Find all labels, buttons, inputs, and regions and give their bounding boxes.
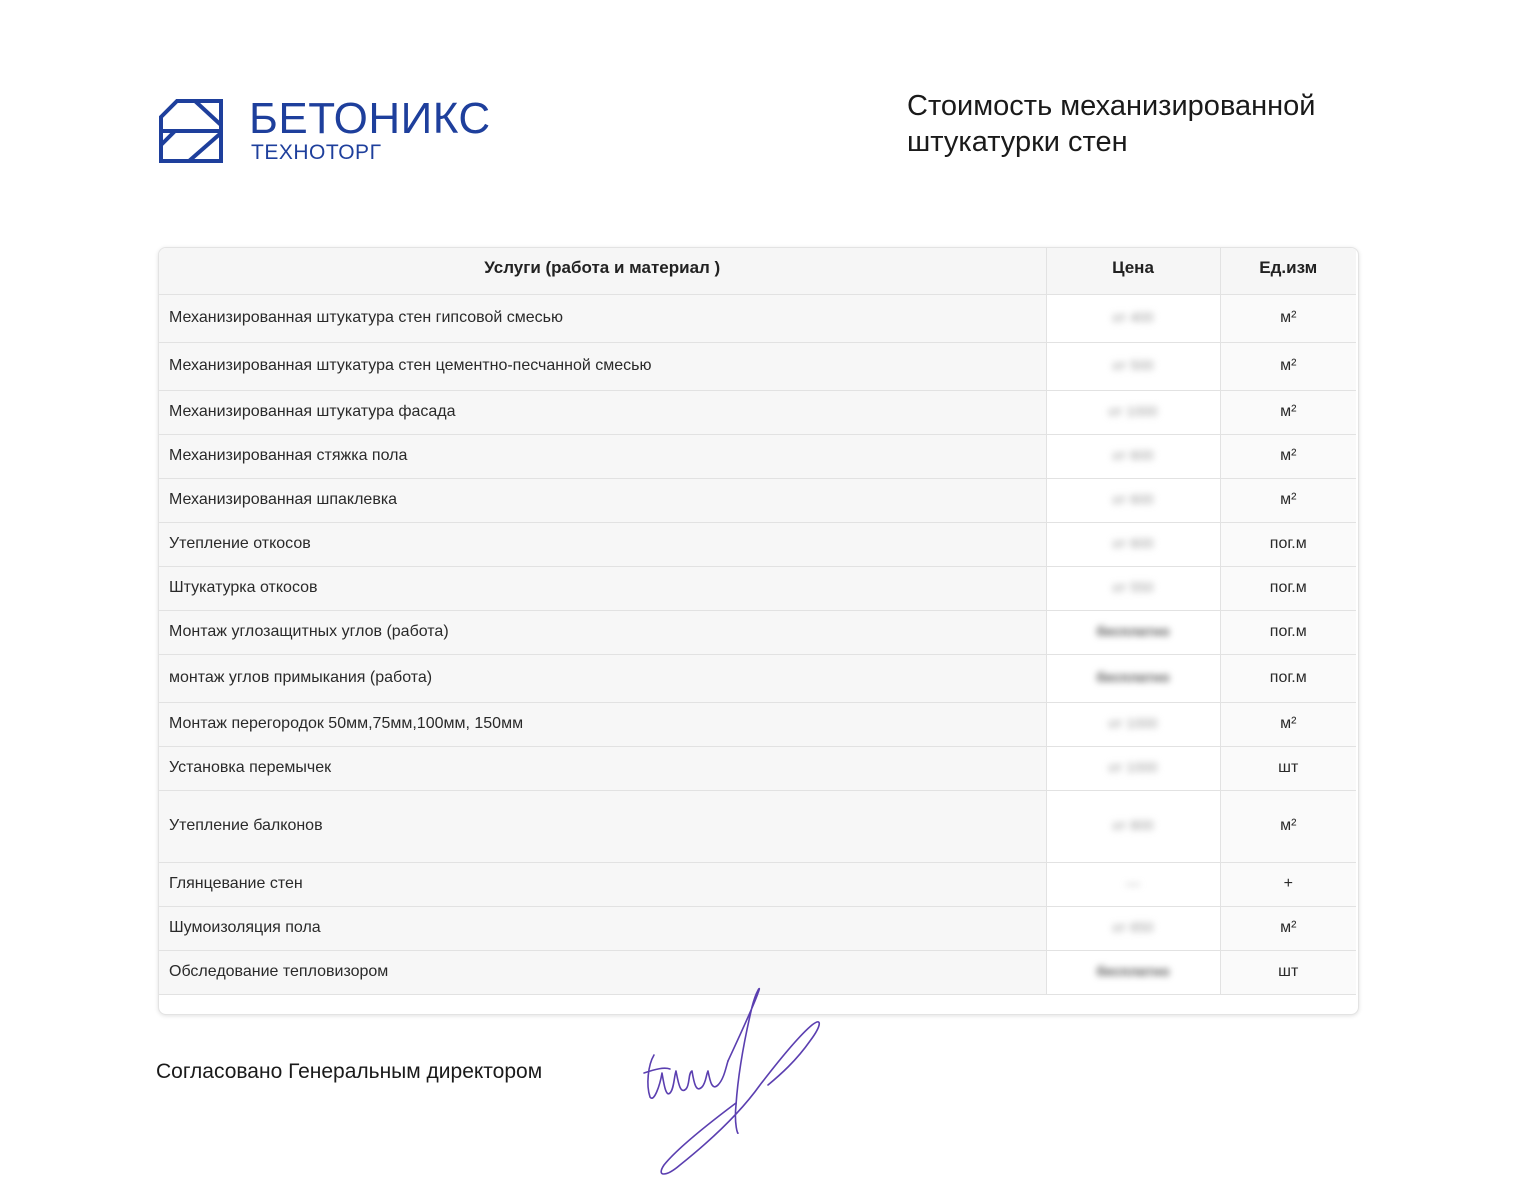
unit-cell: пог.м (1220, 566, 1356, 610)
service-name: Монтаж перегородок 50мм,75мм,100мм, 150мм (159, 702, 1046, 746)
table-row (159, 862, 1356, 906)
price-value: от 1000 (1108, 759, 1158, 775)
table-row (159, 478, 1356, 522)
price-cell (1046, 522, 1220, 566)
unit-cell: + (1220, 862, 1356, 906)
price-cell (1046, 950, 1220, 994)
price-value: бесплатно (1096, 623, 1170, 639)
service-name: Утепление откосов (159, 522, 1046, 566)
price-value: от 1000 (1108, 403, 1158, 419)
price-cell (1046, 702, 1220, 746)
header-price: Цена (1046, 248, 1220, 294)
price-value: от 600 (1112, 447, 1154, 463)
service-name: Глянцевание стен (159, 862, 1046, 906)
table-header-row (159, 248, 1356, 294)
unit-cell: м² (1220, 702, 1356, 746)
logo-name: БЕТОНИКС (249, 94, 491, 143)
unit-cell: шт (1220, 950, 1356, 994)
price-cell (1046, 390, 1220, 434)
price-cell (1046, 294, 1220, 342)
logo-subtitle: ТЕХНОТОРГ (251, 141, 382, 164)
service-name: Обследование тепловизором (159, 950, 1046, 994)
table-row (159, 610, 1356, 654)
logo-mark-icon (159, 99, 223, 163)
company-logo (159, 94, 519, 167)
unit-cell: м² (1220, 294, 1356, 342)
service-name: Установка перемычек (159, 746, 1046, 790)
price-value: от 600 (1112, 535, 1154, 551)
unit-cell: пог.м (1220, 610, 1356, 654)
price-value: бесплатно (1096, 669, 1170, 685)
price-cell (1046, 906, 1220, 950)
table-row (159, 522, 1356, 566)
price-cell (1046, 566, 1220, 610)
price-value: бесплатно (1096, 963, 1170, 979)
price-cell (1046, 862, 1220, 906)
table-row (159, 790, 1356, 862)
service-name: Механизированная шпаклевка (159, 478, 1046, 522)
price-value: от 600 (1112, 491, 1154, 507)
approval-text: Согласовано Генеральным директором (156, 1060, 543, 1083)
price-cell (1046, 478, 1220, 522)
price-value: от 1000 (1108, 715, 1158, 731)
service-name: монтаж углов примыкания (работа) (159, 654, 1046, 702)
unit-cell: пог.м (1220, 654, 1356, 702)
table-row (159, 390, 1356, 434)
table-row (159, 434, 1356, 478)
price-value: от 550 (1112, 579, 1154, 595)
service-name: Механизированная штукатура стен гипсовой смесью (159, 294, 1046, 342)
price-cell (1046, 790, 1220, 862)
unit-cell: шт (1220, 746, 1356, 790)
unit-cell: м² (1220, 342, 1356, 390)
table-row (159, 906, 1356, 950)
service-name: Штукатурка откосов (159, 566, 1046, 610)
price-value: от 400 (1112, 309, 1154, 325)
table-row (159, 702, 1356, 746)
table-row (159, 746, 1356, 790)
header-unit: Ед.изм (1220, 248, 1356, 294)
price-value: — (1126, 875, 1140, 891)
price-value: от 800 (1112, 817, 1154, 833)
price-cell (1046, 654, 1220, 702)
service-name: Шумоизоляция пола (159, 906, 1046, 950)
unit-cell: м² (1220, 906, 1356, 950)
table-row (159, 294, 1356, 342)
price-cell (1046, 610, 1220, 654)
table-row (159, 342, 1356, 390)
service-name: Монтаж углозащитных углов (работа) (159, 610, 1046, 654)
table-row (159, 654, 1356, 702)
unit-cell: м² (1220, 790, 1356, 862)
price-cell (1046, 434, 1220, 478)
unit-cell: м² (1220, 478, 1356, 522)
unit-cell: м² (1220, 434, 1356, 478)
service-name: Утепление балконов (159, 790, 1046, 862)
unit-cell: м² (1220, 390, 1356, 434)
header-services: Услуги (работа и материал ) (159, 248, 1046, 294)
price-table-card (158, 247, 1359, 1015)
service-name: Механизированная штукатура фасада (159, 390, 1046, 434)
service-name: Механизированная штукатура стен цементно-песчанной смесью (159, 342, 1046, 390)
price-value: от 650 (1112, 919, 1154, 935)
director-signature (640, 985, 830, 1180)
document-title: Стоимость механизированной штукатурки стен (907, 90, 1316, 158)
price-value: от 500 (1112, 357, 1154, 373)
price-cell (1046, 746, 1220, 790)
unit-cell: пог.м (1220, 522, 1356, 566)
price-cell (1046, 342, 1220, 390)
price-table (159, 248, 1356, 995)
table-row (159, 566, 1356, 610)
service-name: Механизированная стяжка пола (159, 434, 1046, 478)
